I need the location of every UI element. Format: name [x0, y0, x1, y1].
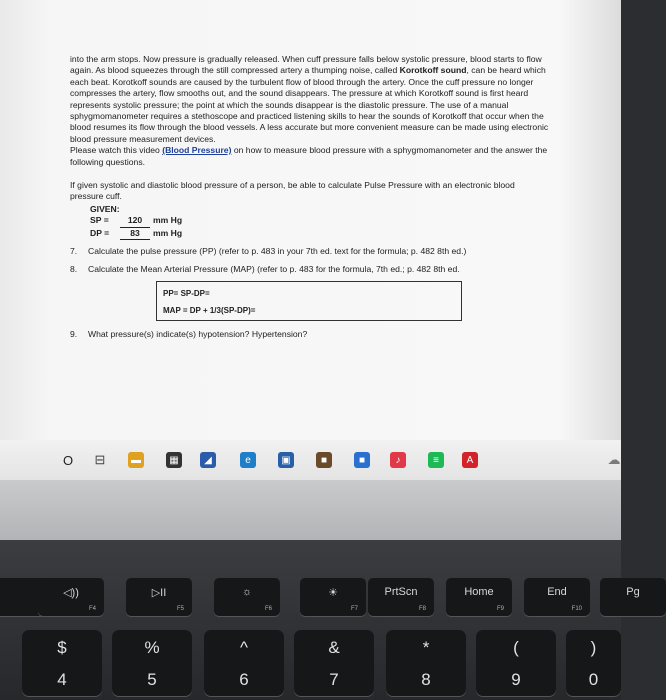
- number-key[interactable]: [112, 630, 192, 696]
- sp-unit: mm Hg: [153, 215, 183, 226]
- number-key[interactable]: [22, 630, 102, 696]
- key-label: ◁)): [63, 587, 79, 599]
- sp-value: 120: [120, 215, 150, 227]
- given-label: GIVEN:: [90, 203, 120, 214]
- question-number: 7.: [70, 246, 78, 257]
- number-key[interactable]: [386, 630, 466, 696]
- key-label: ▷II: [151, 587, 167, 599]
- tiktok-icon[interactable]: ♪: [390, 452, 406, 468]
- sp-label: SP =: [90, 215, 109, 226]
- key-digit: 0: [588, 670, 599, 689]
- mail-icon[interactable]: ◢: [200, 452, 216, 468]
- bp-paragraph: [70, 54, 550, 145]
- question-text: Calculate the Mean Arterial Pressure (MAP) (refer to p. 483 for the formula, 7th ed.; p. 482 8th ed.: [88, 263, 460, 274]
- key-digit: 6: [239, 670, 249, 689]
- pp-formula: PP= SP-DP=: [163, 288, 210, 298]
- number-key[interactable]: [476, 630, 556, 696]
- dp-row: [90, 228, 550, 240]
- app-icon[interactable]: ■: [354, 452, 370, 468]
- key-label: ☼: [241, 586, 253, 598]
- question-text: Calculate the pulse pressure (PP) (refer to p. 483 in your 7th ed. text for the formula; p. 482 8th ed.): [88, 246, 467, 257]
- key-symbol: *: [422, 638, 430, 657]
- key-label: End: [547, 586, 567, 598]
- key-digit: 4: [57, 670, 67, 689]
- paragraph-part: into the arm stops. Now pressure is gradually released. When cuff pressure falls below systolic pressure, blood starts to flow again. As blood squeezes through the still compressed artery a thumping noise, called: [70, 54, 542, 76]
- function-key[interactable]: [600, 578, 666, 616]
- paragraph-part: , can be heard which each beat. Korotkoff sounds are caused by the turbulent flow of blood through the artery. Once the cuff pressure no longer compresses the artery, flow smooths out, and the sound disappears. The pressure at which Korotkoff sound is first heard represents systolic pressure; the point at which the sounds disappear is the diastolic pressure. The use of a manual sphygmomanometer requires a stethoscope and practiced listening skills to hear the sounds of Korotkoff that occur when the blood resumes its flow through the blood vessels. A less accurate but more convenient measure can be made using electronic blood pressure measurement devices.: [70, 65, 549, 144]
- function-key[interactable]: [214, 578, 280, 616]
- key-label: Pg: [626, 586, 640, 598]
- acrobat-icon[interactable]: A: [462, 452, 478, 468]
- key-digit: 8: [421, 670, 431, 689]
- key-fn-label: F10: [571, 606, 582, 612]
- question-number: 8.: [70, 263, 78, 274]
- korotkoff-term: Korotkoff sound: [399, 65, 467, 76]
- formula-box[interactable]: [156, 281, 462, 321]
- key-symbol: &: [328, 638, 340, 657]
- dp-unit: mm Hg: [153, 227, 183, 238]
- number-key[interactable]: [294, 630, 374, 696]
- function-key[interactable]: [524, 578, 590, 616]
- map-formula: MAP = DP + 1/3(SP-DP)=: [163, 305, 256, 315]
- question-9: [70, 329, 550, 340]
- number-key[interactable]: [204, 630, 284, 696]
- weather-icon[interactable]: ☁: [607, 452, 621, 467]
- dp-label: DP =: [90, 227, 110, 238]
- key-symbol: ^: [240, 638, 248, 657]
- dp-value: 83: [120, 228, 150, 240]
- key-symbol: %: [144, 638, 160, 657]
- key-symbol: $: [57, 638, 67, 657]
- key-digit: 9: [511, 670, 521, 689]
- key-label: Home: [464, 586, 494, 598]
- function-key[interactable]: [300, 578, 366, 616]
- task-view-icon[interactable]: ⊟: [94, 452, 106, 467]
- document-page: [70, 54, 550, 340]
- sp-row: [90, 215, 550, 227]
- spotify-icon[interactable]: ≡: [428, 452, 444, 468]
- question-text: What pressure(s) indicate(s) hypotension? Hypertension?: [88, 328, 308, 339]
- key-fn-label: F5: [176, 606, 184, 612]
- function-key[interactable]: [368, 578, 434, 616]
- video-text: Please watch this video: [70, 145, 163, 156]
- key-fn-label: F8: [418, 606, 426, 612]
- video-text: on how to measure blood pressure with a sphygmomanometer and the answer the following questions.: [70, 145, 548, 167]
- video-instruction: [70, 145, 550, 168]
- store-icon[interactable]: ▦: [166, 452, 182, 468]
- photos-icon[interactable]: ▣: [278, 452, 294, 468]
- question-8: [70, 264, 550, 275]
- laptop-bezel: [0, 480, 621, 540]
- question-7: [70, 246, 550, 257]
- edge-icon[interactable]: e: [240, 452, 256, 468]
- number-key[interactable]: [566, 630, 621, 696]
- function-key[interactable]: [38, 578, 104, 616]
- key-fn-label: F6: [264, 606, 272, 612]
- key-fn-label: F9: [496, 606, 504, 612]
- minecraft-icon[interactable]: ■: [316, 452, 332, 468]
- key-digit: 7: [329, 670, 339, 689]
- key-fn-label: F4: [88, 606, 96, 612]
- question-number: 9.: [70, 328, 78, 339]
- key-label: PrtScn: [384, 586, 418, 598]
- file-explorer-icon[interactable]: ▬: [128, 452, 144, 468]
- intro-text: If given systolic and diastolic blood pressure of a person, be able to calculate Pulse Pressure with an electronic blood pressure cuff.: [70, 180, 515, 202]
- key-symbol: ): [590, 638, 597, 657]
- function-key[interactable]: [446, 578, 512, 616]
- function-key[interactable]: [126, 578, 192, 616]
- key-digit: 5: [147, 670, 157, 689]
- search-icon[interactable]: O: [62, 452, 74, 468]
- key-label: ☀: [328, 587, 338, 599]
- key-symbol: (: [513, 638, 519, 657]
- blood-pressure-video-link[interactable]: (Blood Pressure): [162, 145, 232, 156]
- key-fn-label: F7: [350, 606, 358, 612]
